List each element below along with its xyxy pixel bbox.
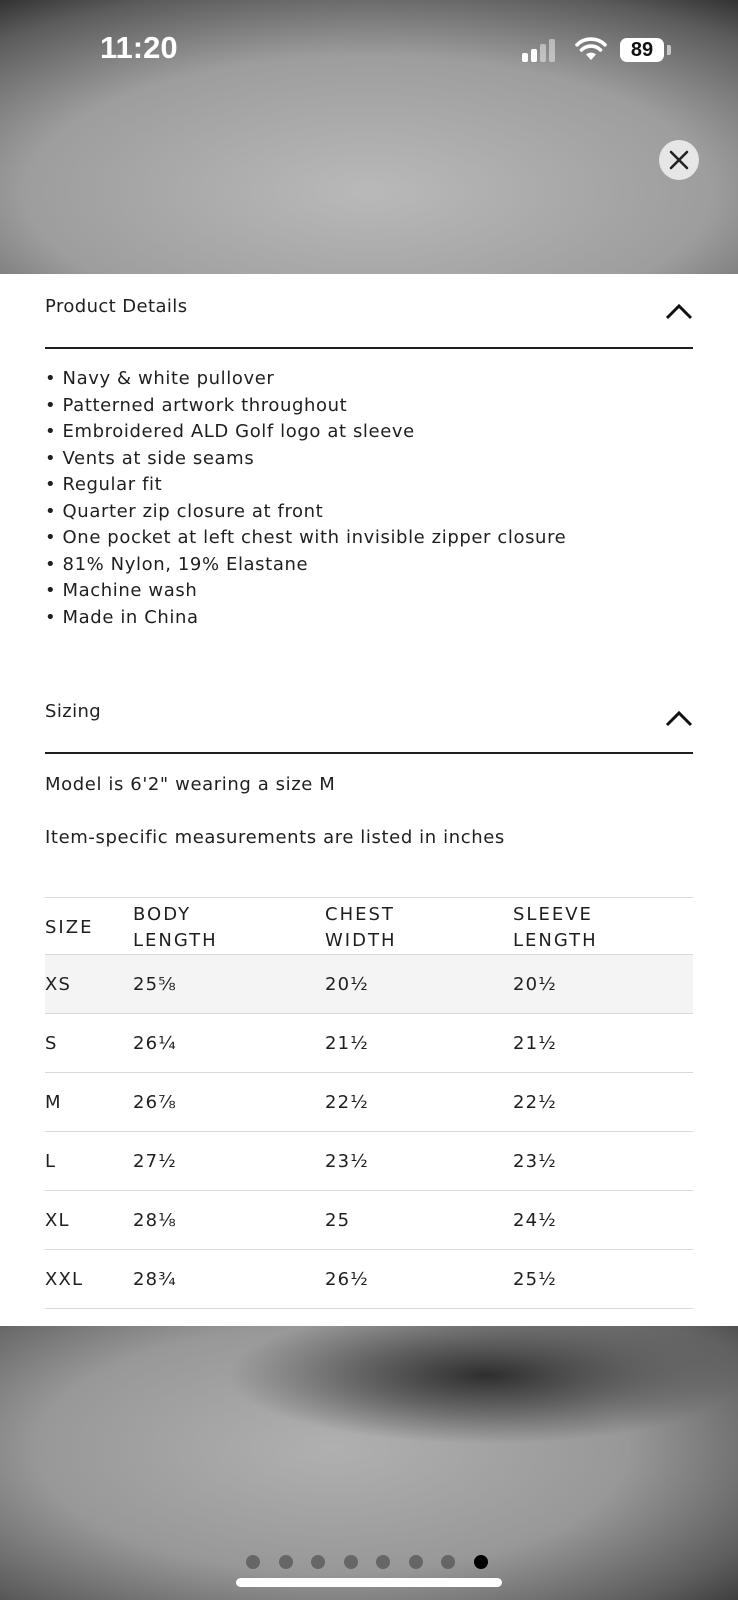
product-details-title: Product Details [45,296,188,317]
size-cell: L [45,1132,133,1191]
chest-width-cell: 22½ [325,1073,513,1132]
list-item: • Embroidered ALD Golf logo at sleeve [45,421,415,442]
list-item: • Quarter zip closure at front [45,500,324,522]
product-details-header[interactable] [45,296,693,349]
body-length-cell: 28⅛ [133,1191,325,1250]
chevron-up-icon[interactable] [665,302,693,320]
table-row [45,1132,693,1191]
sizing-header[interactable] [45,701,693,754]
sleeve-length-cell: 23½ [513,1132,693,1191]
carousel-dot[interactable] [344,1555,358,1569]
home-indicator[interactable] [236,1578,502,1587]
list-item: • Made in China [45,606,199,628]
sleeve-length-cell: 22½ [513,1073,693,1132]
cellular-signal-icon [522,38,562,62]
sleeve-length-cell: 21½ [513,1014,693,1073]
product-photo-bottom [0,1326,738,1600]
list-item: • Machine wash [45,580,198,601]
size-cell: XS [45,955,133,1014]
body-length-cell: 26¼ [133,1014,325,1073]
column-header-sleeve-length: SLEEVE LENGTH [513,904,598,951]
size-cell: XXL [45,1250,133,1309]
chevron-up-icon[interactable] [665,709,693,727]
size-cell: S [45,1014,133,1073]
product-details-list [45,366,566,631]
carousel-dot[interactable] [311,1555,325,1569]
close-icon [669,150,689,170]
column-header-chest-width: CHEST WIDTH [325,904,397,951]
close-button[interactable] [659,140,699,180]
chest-width-cell: 23½ [325,1132,513,1191]
body-length-cell: 28¾ [133,1250,325,1309]
table-row [45,1250,693,1309]
size-chart-table [45,897,693,1309]
status-time: 11:20 [100,30,178,65]
list-item: • Vents at side seams [45,447,255,469]
column-header-body-length: BODY LENGTH [133,904,218,951]
size-cell: XL [45,1191,133,1250]
chest-width-cell: 25 [325,1191,513,1250]
size-cell: M [45,1073,133,1132]
list-item: • One pocket at left chest with invisible zipper closure [45,527,567,548]
list-item: • Navy & white pullover [45,368,275,389]
wifi-icon [574,36,608,62]
list-item: • Regular fit [45,474,163,495]
carousel-dot[interactable] [409,1555,423,1569]
body-length-cell: 26⅞ [133,1073,325,1132]
table-row [45,1191,693,1250]
table-row [45,955,693,1014]
list-item: • 81% Nylon, 19% Elastane [45,553,309,575]
battery-indicator: 89 [620,38,664,62]
body-length-cell: 25⅝ [133,955,325,1014]
model-size-note: Model is 6'2" wearing a size M [45,774,336,795]
carousel-dot[interactable] [376,1555,390,1569]
table-row [45,1073,693,1132]
table-header-row [45,898,693,955]
measurement-note: Item-specific measurements are listed in inches [45,827,505,848]
battery-nub [667,45,671,55]
carousel-dot[interactable] [441,1555,455,1569]
sleeve-length-cell: 24½ [513,1191,693,1250]
carousel-dot[interactable] [246,1555,260,1569]
chest-width-cell: 20½ [325,955,513,1014]
chest-width-cell: 26½ [325,1250,513,1309]
carousel-dot[interactable] [279,1555,293,1569]
sizing-title: Sizing [45,701,102,722]
table-row [45,1014,693,1073]
column-header-size: SIZE [45,917,94,938]
sleeve-length-cell: 20½ [513,955,693,1014]
body-length-cell: 27½ [133,1132,325,1191]
chest-width-cell: 21½ [325,1014,513,1073]
list-item: • Patterned artwork throughout [45,394,348,416]
sleeve-length-cell: 25½ [513,1250,693,1309]
carousel-dot[interactable] [474,1555,488,1569]
